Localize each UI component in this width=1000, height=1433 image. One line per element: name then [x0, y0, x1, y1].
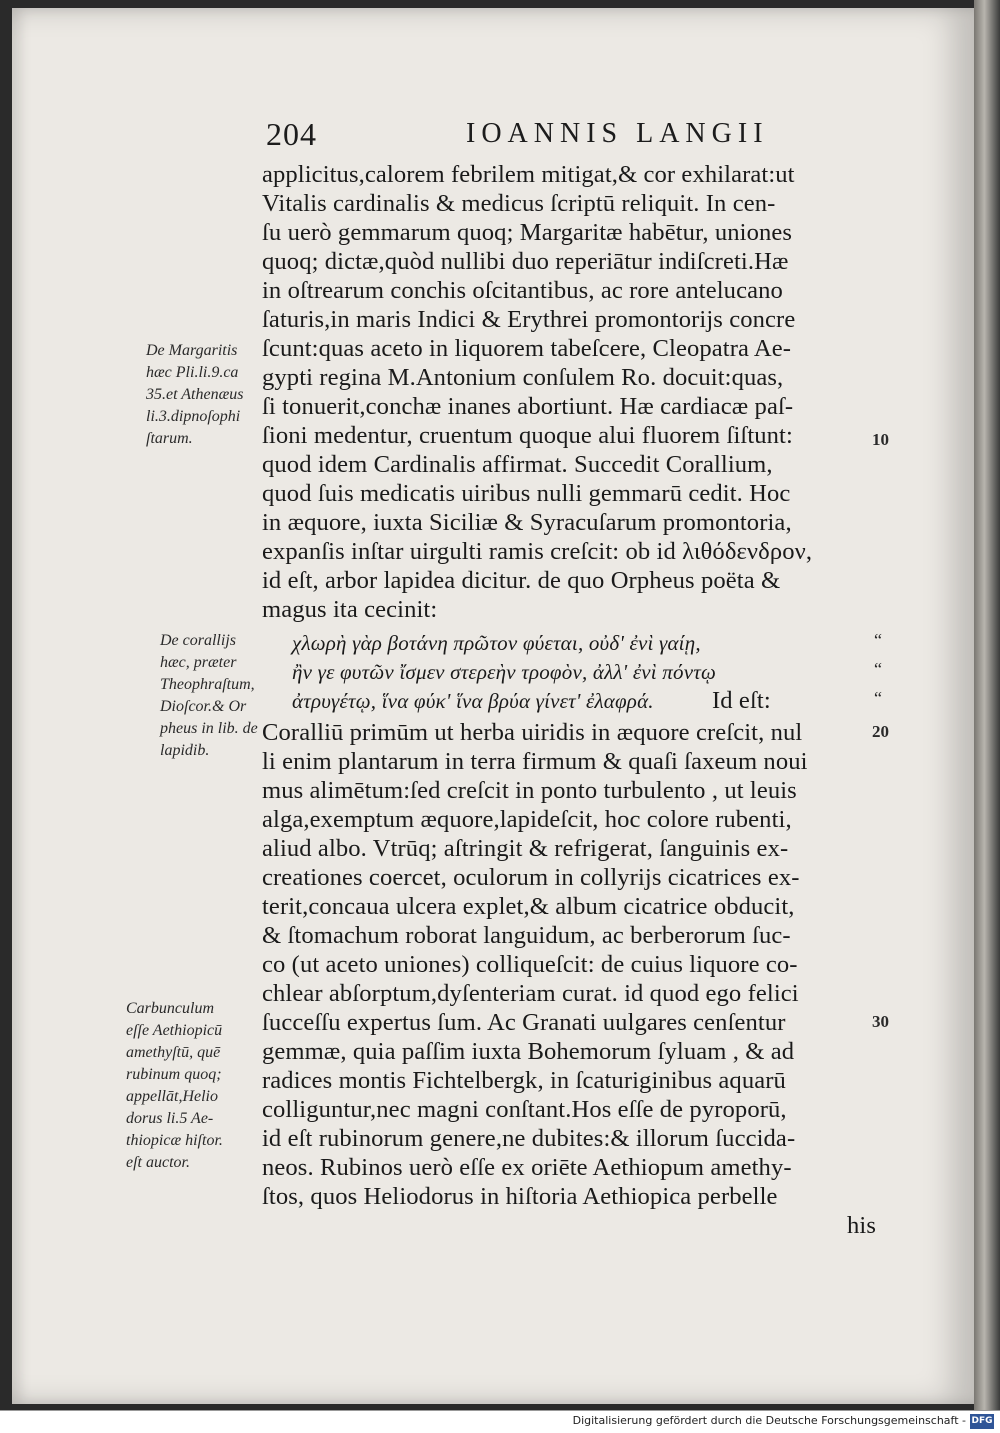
marginal-note-carbunculus — [126, 998, 244, 1174]
text-line: aliud albo. Vtrūq; aſtringit & refrigerat, ſanguinis ex- — [262, 835, 789, 862]
marginal-note-line: Theophraſtum, — [160, 676, 255, 693]
quote-mark: “ — [874, 659, 882, 679]
text-line: applicitus,calorem febrilem mitigat,& cor exhilarat:ut — [262, 161, 795, 188]
text-line: ſucceſſu expertus ſum. Ac Granati uulgares cenſentur — [262, 1009, 786, 1036]
marginal-note-line: Dioſcor.& Or — [160, 698, 247, 715]
marginal-note-line: rubinum quoq; — [126, 1066, 222, 1083]
text-line: ſu uerò gemmarum quoq; Margaritæ habētur, uniones — [262, 219, 793, 246]
text-line: ſcunt:quas aceto in liquorem tabeſcere, Cleopatra Ae- — [262, 335, 792, 362]
page-number: 204 — [266, 116, 317, 152]
text-line: creationes coercet, oculorum in collyrijs cicatrices ex- — [262, 864, 800, 891]
text-line: id eſt rubinorum genere,ne dubites:& illorum ſuccida- — [262, 1125, 796, 1152]
marginal-note-line: li.3.dipnoſophi — [146, 408, 241, 425]
marginal-note-line: De Margaritis — [146, 342, 238, 359]
text-line: radices montis Fichtelbergk, in ſcaturiginibus aquarū — [262, 1067, 786, 1094]
text-line: quod ſuis medicatis uiribus nulli gemmarū cedit. Hoc — [262, 480, 791, 507]
text-line: ſaturis,in maris Indici & Erythrei promontorijs concre — [262, 306, 796, 333]
marginal-note-line: amethyſtū, quē — [126, 1044, 221, 1061]
page-edge — [974, 0, 1000, 1410]
text-line: quod idem Cardinalis affirmat. Succedit Corallium, — [262, 451, 773, 478]
marginal-note-line: lapidib. — [160, 742, 210, 759]
greek-verse-line: χλωρὴ γὰρ βοτάνη πρῶτον φύεται, οὐδ' ἐνὶ γαίῃ, — [292, 631, 701, 655]
quote-mark: “ — [874, 688, 882, 708]
greek-verse-line: ἀτρυγέτῳ, ἵνα φύκ' ἵνα βρύα γίνετ' ἐλαφρά. — [292, 689, 654, 713]
text-line: colliguntur,nec magni conſtant.Hos eſſe de pyroporū, — [262, 1096, 787, 1123]
text-line: mus alimētum:ſed creſcit in ponto turbulento , ut leuis — [262, 777, 797, 804]
marginal-note-margarita — [146, 340, 264, 450]
text-line: ſi tonuerit,conchæ inanes abortiunt. Hæ cardiacæ paſ- — [262, 393, 794, 420]
text-line: Coralliū primūm ut herba uiridis in æquore creſcit, nul — [262, 719, 803, 746]
text-line: alga,exemptum æquore,lapideſcit, hoc colore rubenti, — [262, 806, 792, 833]
text-line: neos. Rubinos uerò eſſe ex oriēte Aethiopum amethy- — [262, 1154, 792, 1181]
dfg-logo[interactable]: DFG — [970, 1414, 994, 1429]
text-line: magus ita cecinit: — [262, 596, 438, 623]
greek-verse-line: ἢν γε φυτῶν ἴσμεν στερεὴν τροφὸν, ἀλλ' ἐνὶ πόντῳ — [292, 660, 716, 684]
marginal-note-line: De corallijs — [160, 632, 236, 649]
text-line: co (ut aceto uniones) colliqueſcit: de cuius liquore co- — [262, 951, 798, 978]
margin-line-number: 10 — [872, 430, 889, 449]
margin-line-number: 20 — [872, 722, 889, 741]
text-line: ſtos, quos Heliodorus in hiſtoria Aethiopica perbelle — [262, 1183, 778, 1210]
marginal-note-line: appellāt,Helio — [126, 1088, 218, 1105]
quote-mark: “ — [874, 630, 882, 650]
text-line: gemmæ, quia paſſim iuxta Bohemorum ſyluam , & ad — [262, 1038, 795, 1065]
marginal-note-line: dorus li.5 Ae- — [126, 1110, 214, 1127]
marginal-note-line: ſtarum. — [146, 430, 193, 447]
text-line: li enim plantarum in terra firmum & quaſi ſaxeum noui — [262, 748, 808, 775]
text-line: terit,concaua ulcera explet,& album cicatrice obducit, — [262, 893, 795, 920]
funding-notice: Digitalisierung gefördert durch die Deutsche Forschungsgemeinschaft - — [572, 1414, 966, 1427]
marginal-note-line: 35.et Athenæus — [146, 386, 244, 403]
text-line: ſioni medentur, cruentum quoque alui fluorem ſiſtunt: — [262, 422, 793, 449]
text-line: & ſtomachum roborat languidum, ac berberorum ſuc- — [262, 922, 791, 949]
marginal-note-line: Carbunculum — [126, 1000, 214, 1017]
text-line: Vitalis cardinalis & medicus ſcriptū reliquit. In cen- — [262, 190, 776, 217]
running-head — [266, 116, 866, 156]
marginal-note-line: eſt auctor. — [126, 1154, 190, 1171]
text-line: in æquore, iuxta Siciliæ & Syracuſarum promontoria, — [262, 509, 792, 536]
footer-bar — [0, 1410, 1000, 1433]
text-line: id eſt, arbor lapidea dicitur. de quo Orpheus poëta & — [262, 567, 781, 594]
marginal-note-line: hæc, præter — [160, 654, 237, 671]
catchword: his — [847, 1212, 877, 1239]
text-line: chlear abſorptum,dyſenteriam curat. id quod ego felici — [262, 980, 799, 1007]
marginal-note-corallium — [160, 630, 278, 762]
margin-line-number: 30 — [872, 1012, 889, 1031]
id-est-label: Id eſt: — [712, 687, 771, 714]
marginal-note-line: pheus in lib. de — [160, 720, 258, 737]
text-line: quoq; dictæ,quòd nullibi duo reperiātur indiſcreti.Hæ — [262, 248, 789, 275]
text-line: gypti regina M.Antonium conſulem Ro. docuit:quas, — [262, 364, 784, 391]
text-line: in oſtrearum conchis oſcitantibus, ac rore antelucano — [262, 277, 783, 304]
marginal-note-line: thiopicæ hiſtor. — [126, 1132, 223, 1149]
marginal-note-line: hæc Pli.li.9.ca — [146, 364, 239, 381]
text-line: expanſis inſtar uirgulti ramis creſcit: ob id λιθόδενδρον, — [262, 538, 813, 565]
marginal-note-line: eſſe Aethiopicū — [126, 1022, 223, 1039]
running-title: IOANNIS LANGII — [466, 118, 769, 149]
